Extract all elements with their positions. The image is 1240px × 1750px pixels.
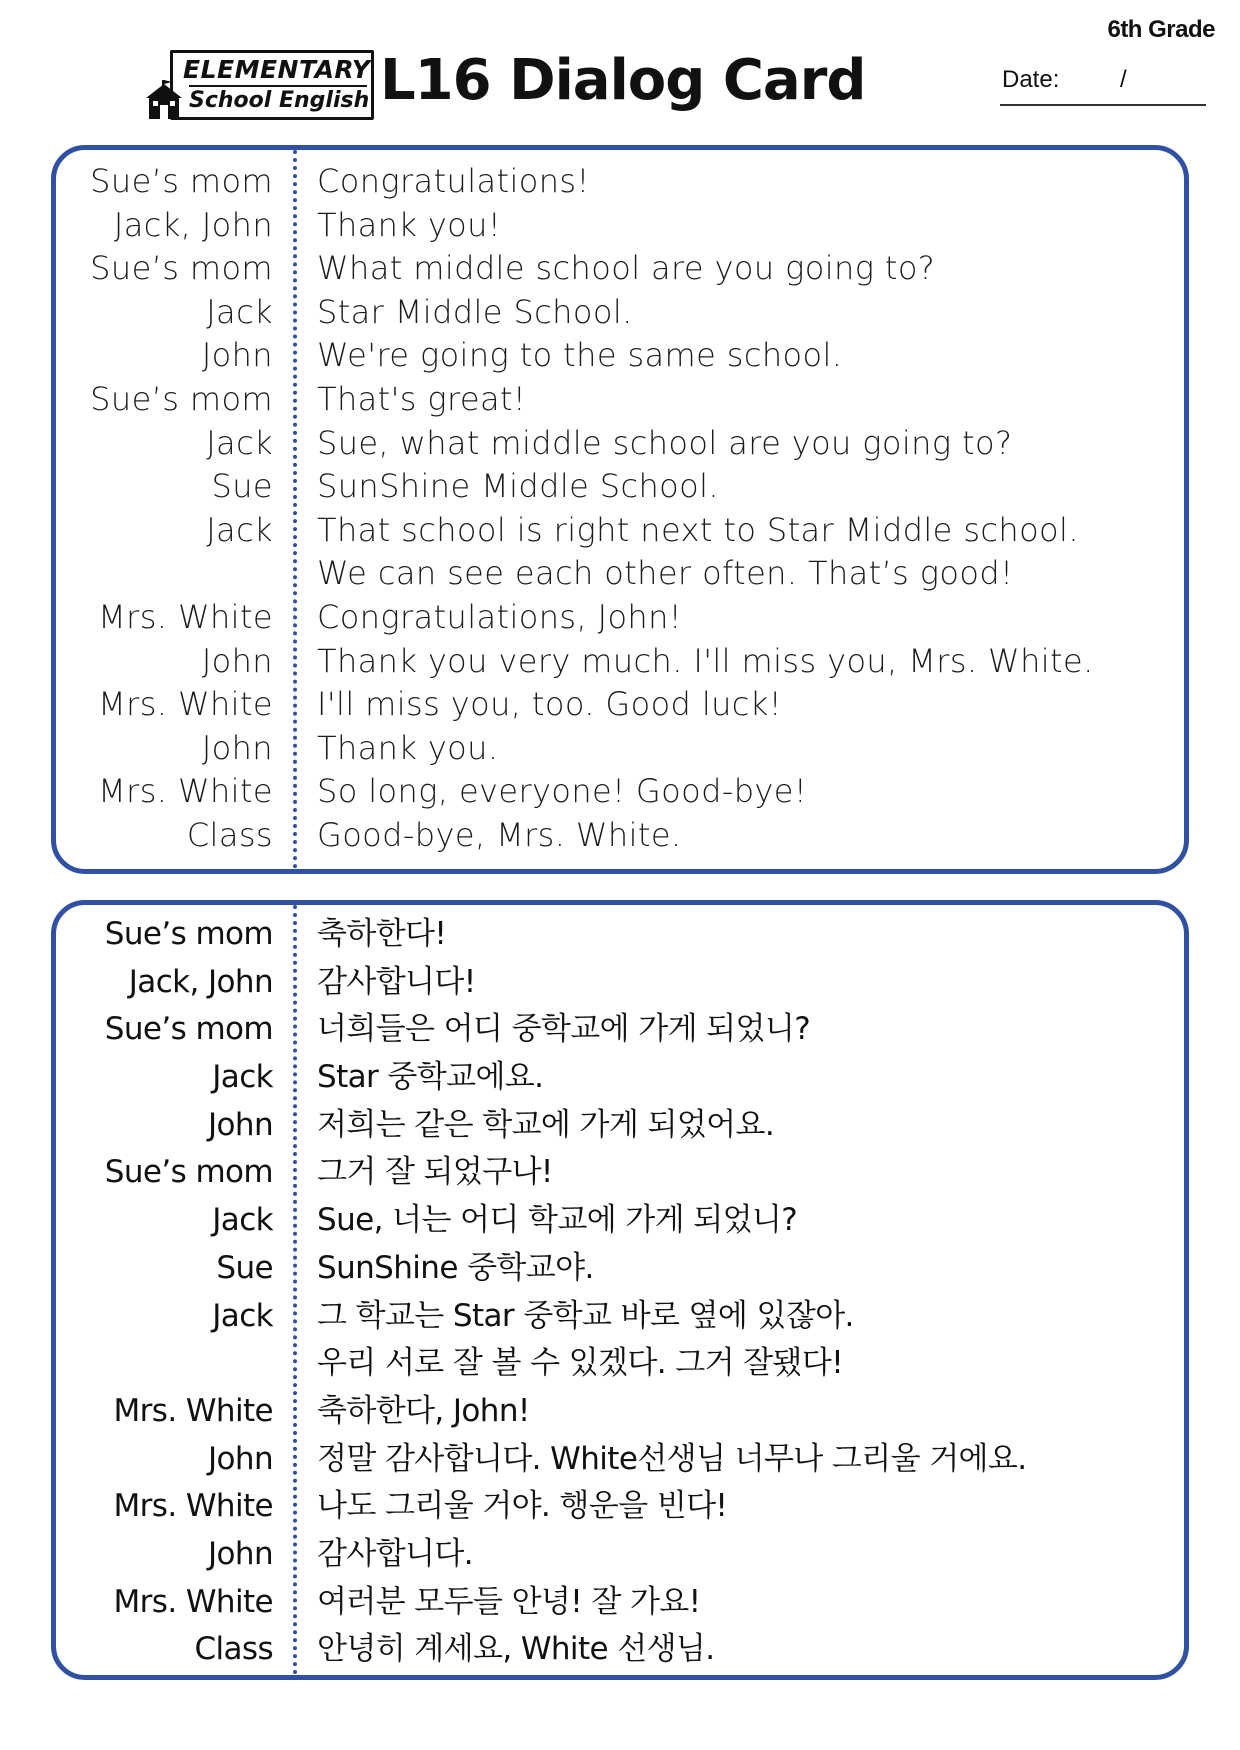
dialog-text: 저희는 같은 학교에 가게 되었어요. — [317, 1106, 775, 1143]
speaker-name: Jack — [212, 1297, 273, 1334]
dialog-line — [56, 1293, 1184, 1341]
dialog-line — [56, 683, 1184, 727]
elementary-school-english-logo — [142, 50, 374, 120]
dialog-text: Star Middle School. — [317, 292, 633, 331]
dialog-line — [56, 727, 1184, 771]
speaker-name: Class — [194, 1631, 273, 1668]
speaker-name: Class — [186, 815, 273, 854]
dialog-text: 정말 감사합니다. White선생님 너무나 그리울 거에요. — [317, 1440, 1027, 1477]
dialog-line — [56, 1579, 1184, 1627]
speaker-name: John — [207, 1535, 273, 1572]
speaker-name: John — [207, 1106, 273, 1143]
dialog-text: 너희들은 어디 중학교에 가게 되었니? — [317, 1011, 811, 1048]
dialog-line — [56, 1483, 1184, 1531]
dialog-line — [56, 1340, 1184, 1388]
school-building-icon — [142, 80, 186, 120]
date-label: Date: — [1002, 66, 1060, 93]
dialog-line — [56, 1054, 1184, 1102]
dialog-line — [56, 1436, 1184, 1484]
speaker-name: John — [201, 728, 273, 767]
speaker-name: Jack, John — [128, 963, 273, 1000]
dialog-text: 감사합니다! — [317, 963, 476, 1000]
dialog-text: SunShine Middle School. — [317, 467, 719, 506]
dialog-text: We can see each other often. That’s good! — [317, 554, 1014, 593]
dialog-line — [56, 911, 1184, 959]
dialog-text: Sue, 너는 어디 학교에 가게 되었니? — [317, 1202, 798, 1239]
speaker-name: Jack — [212, 1059, 273, 1096]
korean-dialog-card — [51, 900, 1189, 1680]
dialog-text: What middle school are you going to? — [317, 249, 936, 288]
speaker-name: Mrs. White — [98, 685, 273, 724]
dialog-line — [56, 509, 1184, 553]
dialog-line — [56, 465, 1184, 509]
dialog-line — [56, 378, 1184, 422]
dialog-line — [56, 1626, 1184, 1674]
dialog-line — [56, 596, 1184, 640]
dialog-line — [56, 160, 1184, 204]
dialog-line — [56, 1102, 1184, 1150]
dialog-line — [56, 1197, 1184, 1245]
dialog-text: So long, everyone! Good-bye! — [317, 772, 808, 811]
dialog-line — [56, 247, 1184, 291]
speaker-name: Sue’s mom — [90, 162, 273, 200]
speaker-name: Jack — [212, 1202, 273, 1239]
dialog-text: Congratulations, John! — [317, 597, 683, 636]
speaker-name: Sue’s mom — [104, 1011, 273, 1048]
dialog-line — [56, 1245, 1184, 1293]
dialog-text: Good-bye, Mrs. White. — [317, 815, 682, 854]
dialog-line — [56, 640, 1184, 684]
dialog-text: Sue, what middle school are you going to? — [317, 423, 1013, 462]
dialog-text: Thank you! — [317, 205, 502, 244]
dialog-text: That's great! — [317, 379, 527, 418]
speaker-name: Jack — [206, 510, 273, 549]
speaker-name: Sue — [216, 1249, 273, 1286]
english-dialog-card — [51, 145, 1189, 874]
dialog-line — [56, 334, 1184, 378]
dialog-line — [56, 552, 1184, 596]
dialog-text: 감사합니다. — [317, 1535, 473, 1572]
date-separator: / — [1120, 66, 1127, 93]
dialog-line — [56, 1149, 1184, 1197]
speaker-name: Mrs. White — [113, 1583, 273, 1620]
dialog-line — [56, 814, 1184, 858]
speaker-name: Mrs. White — [113, 1488, 273, 1525]
speaker-name: Jack — [206, 423, 273, 462]
dialog-text: 여러분 모두들 안녕! 잘 가요! — [317, 1583, 701, 1620]
date-field — [1000, 66, 1206, 106]
speaker-name: Mrs. White — [98, 597, 273, 636]
speaker-name: Mrs. White — [113, 1392, 273, 1429]
dialog-text: Thank you very much. I'll miss you, Mrs. White. — [317, 641, 1094, 680]
grade-label: 6th Grade — [1107, 16, 1215, 43]
dialog-text: Thank you. — [317, 728, 499, 767]
dialog-text: SunShine 중학교야. — [317, 1249, 594, 1286]
speaker-name: John — [207, 1440, 273, 1477]
english-dialog-rows — [56, 160, 1184, 858]
speaker-name: Sue’s mom — [104, 1154, 273, 1191]
logo-line2: School English — [189, 85, 367, 113]
dialog-line — [56, 959, 1184, 1007]
dialog-text: 축하한다, John! — [317, 1392, 530, 1429]
dialog-line — [56, 204, 1184, 248]
dialog-line — [56, 1531, 1184, 1579]
speaker-name: John — [201, 641, 273, 680]
dialog-text: Star 중학교에요. — [317, 1059, 544, 1096]
dialog-line — [56, 1388, 1184, 1436]
speaker-name: Sue’s mom — [104, 916, 273, 952]
dialog-line — [56, 422, 1184, 466]
speaker-name: Jack — [206, 292, 273, 331]
speaker-name: Sue’s mom — [90, 249, 273, 288]
dialog-line — [56, 1006, 1184, 1054]
dialog-text: 나도 그리울 거야. 행운을 빈다! — [317, 1488, 728, 1525]
dialog-text: We're going to the same school. — [317, 336, 843, 375]
dialog-text: That school is right next to Star Middle school. — [317, 510, 1079, 549]
logo-line1: ELEMENTARY — [183, 55, 371, 84]
korean-dialog-rows — [56, 911, 1184, 1674]
dialog-text: I'll miss you, too. Good luck! — [317, 685, 782, 724]
dialog-text: 우리 서로 잘 볼 수 있겠다. 그거 잘됐다! — [317, 1345, 844, 1382]
page-title: L16 Dialog Card — [380, 48, 866, 113]
dialog-text: 안녕히 계세요, White 선생님. — [317, 1631, 715, 1668]
speaker-name: Sue’s mom — [90, 379, 273, 418]
dialog-text: 그 학교는 Star 중학교 바로 옆에 있잖아. — [317, 1297, 854, 1334]
dialog-line — [56, 770, 1184, 814]
dialog-text: 그거 잘 되었구나! — [317, 1154, 553, 1191]
speaker-name: John — [201, 336, 273, 375]
speaker-name: Jack, John — [113, 205, 273, 244]
logo-box — [170, 50, 374, 120]
speaker-name: Sue — [211, 467, 273, 506]
speaker-name: Mrs. White — [98, 772, 273, 811]
dialog-text: 축하한다! — [317, 916, 447, 952]
dialog-text: Congratulations! — [317, 162, 590, 200]
dialog-line — [56, 291, 1184, 335]
